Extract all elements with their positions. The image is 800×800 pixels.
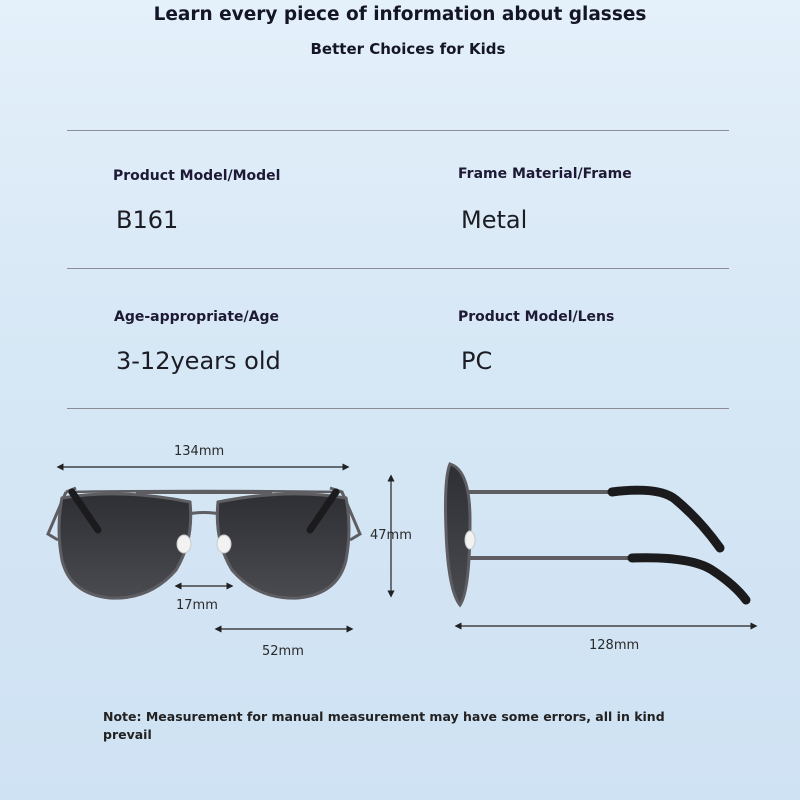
spec-label-model: Product Model/Model xyxy=(113,168,281,184)
front-view xyxy=(48,488,360,598)
divider xyxy=(67,130,729,131)
spec-value-frame: Metal xyxy=(461,206,528,234)
spec-value-lens: PC xyxy=(461,347,493,375)
spec-label-lens: Product Model/Lens xyxy=(458,309,615,325)
dim-lens-width: 52mm xyxy=(262,644,304,659)
page-subtitle: Better Choices for Kids xyxy=(310,40,506,58)
disclaimer-note: Note: Measurement for manual measurement may have some errors, all in kind prevail xyxy=(103,709,665,742)
page-title: Learn every piece of information about glasses xyxy=(153,4,647,25)
dim-total-width: 134mm xyxy=(174,444,225,459)
spec-value-age: 3-12years old xyxy=(116,347,281,375)
divider xyxy=(67,268,729,269)
spec-label-frame: Frame Material/Frame xyxy=(458,166,632,182)
glasses-illustration xyxy=(0,430,800,680)
spec-label-age: Age-appropriate/Age xyxy=(114,309,279,325)
dim-temple-length: 128mm xyxy=(589,638,640,653)
divider xyxy=(67,408,729,409)
side-view xyxy=(446,464,747,605)
dim-lens-height: 47mm xyxy=(370,528,412,543)
spec-value-model: B161 xyxy=(116,206,179,234)
dim-bridge: 17mm xyxy=(176,598,218,613)
